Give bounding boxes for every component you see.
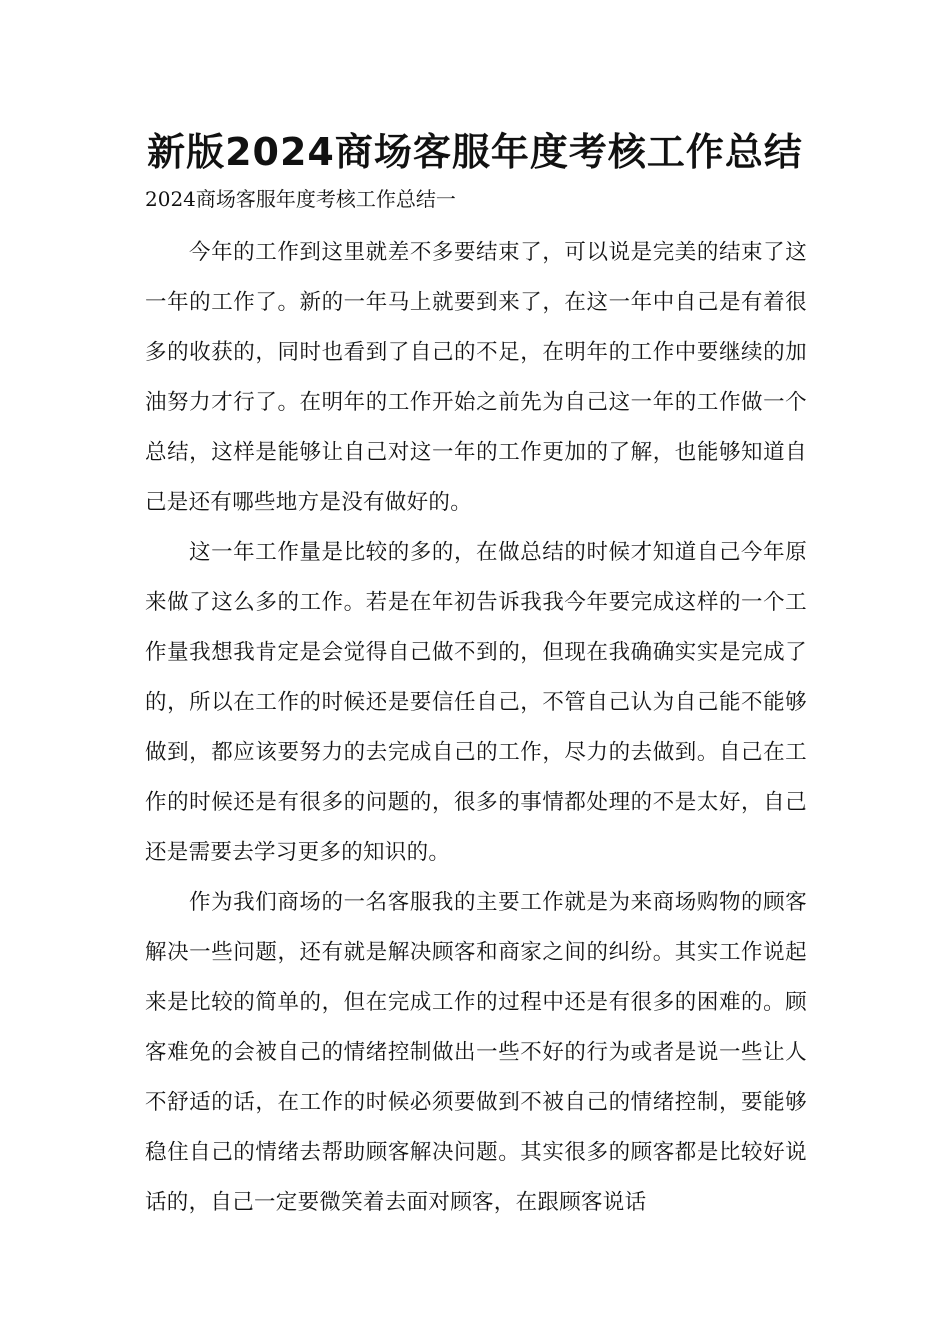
paragraph: 这一年工作量是比较的多的，在做总结的时候才知道自己今年原来做了这么多的工作。若是在年初告诉我我今年要完成这样的一个工作量我想我肯定是会觉得自己做不到的，但现在我确确实实是完成了的，所以在工作的时候还是要信任自己，不管自己认为自己能不能够做到，都应该要努力的去完成自己的工作，尽力的去做到。自己在工作的时候还是有很多的问题的，很多的事情都处理的不是太好，自己还是需要去学习更多的知识的。 bbox=[145, 540, 807, 865]
document-title: 新版2024商场客服年度考核工作总结 bbox=[147, 130, 803, 174]
paragraph: 今年的工作到这里就差不多要结束了，可以说是完美的结束了这一年的工作了。新的一年马上就要到来了，在这一年中自己是有着很多的收获的，同时也看到了自己的不足，在明年的工作中要继续的加油努力才行了。在明年的工作开始之前先为自己这一年的工作做一个总结，这样是能够让自己对这一年的工作更加的了解，也能够知道自己是还有哪些地方是没有做好的。 bbox=[145, 240, 807, 515]
document-subtitle: 2024商场客服年度考核工作总结一 bbox=[145, 187, 456, 211]
paragraph: 作为我们商场的一名客服我的主要工作就是为来商场购物的顾客解决一些问题，还有就是解决顾客和商家之间的纠纷。其实工作说起来是比较的简单的，但在完成工作的过程中还是有很多的困难的。顾客难免的会被自己的情绪控制做出一些不好的行为或者是说一些让人不舒适的话，在工作的时候必须要做到不被自己的情绪控制，要能够稳住自己的情绪去帮助顾客解决问题。其实很多的顾客都是比较好说话的，自己一定要微笑着去面对顾客，在跟顾客说话 bbox=[145, 890, 807, 1215]
document-body bbox=[145, 228, 807, 1228]
